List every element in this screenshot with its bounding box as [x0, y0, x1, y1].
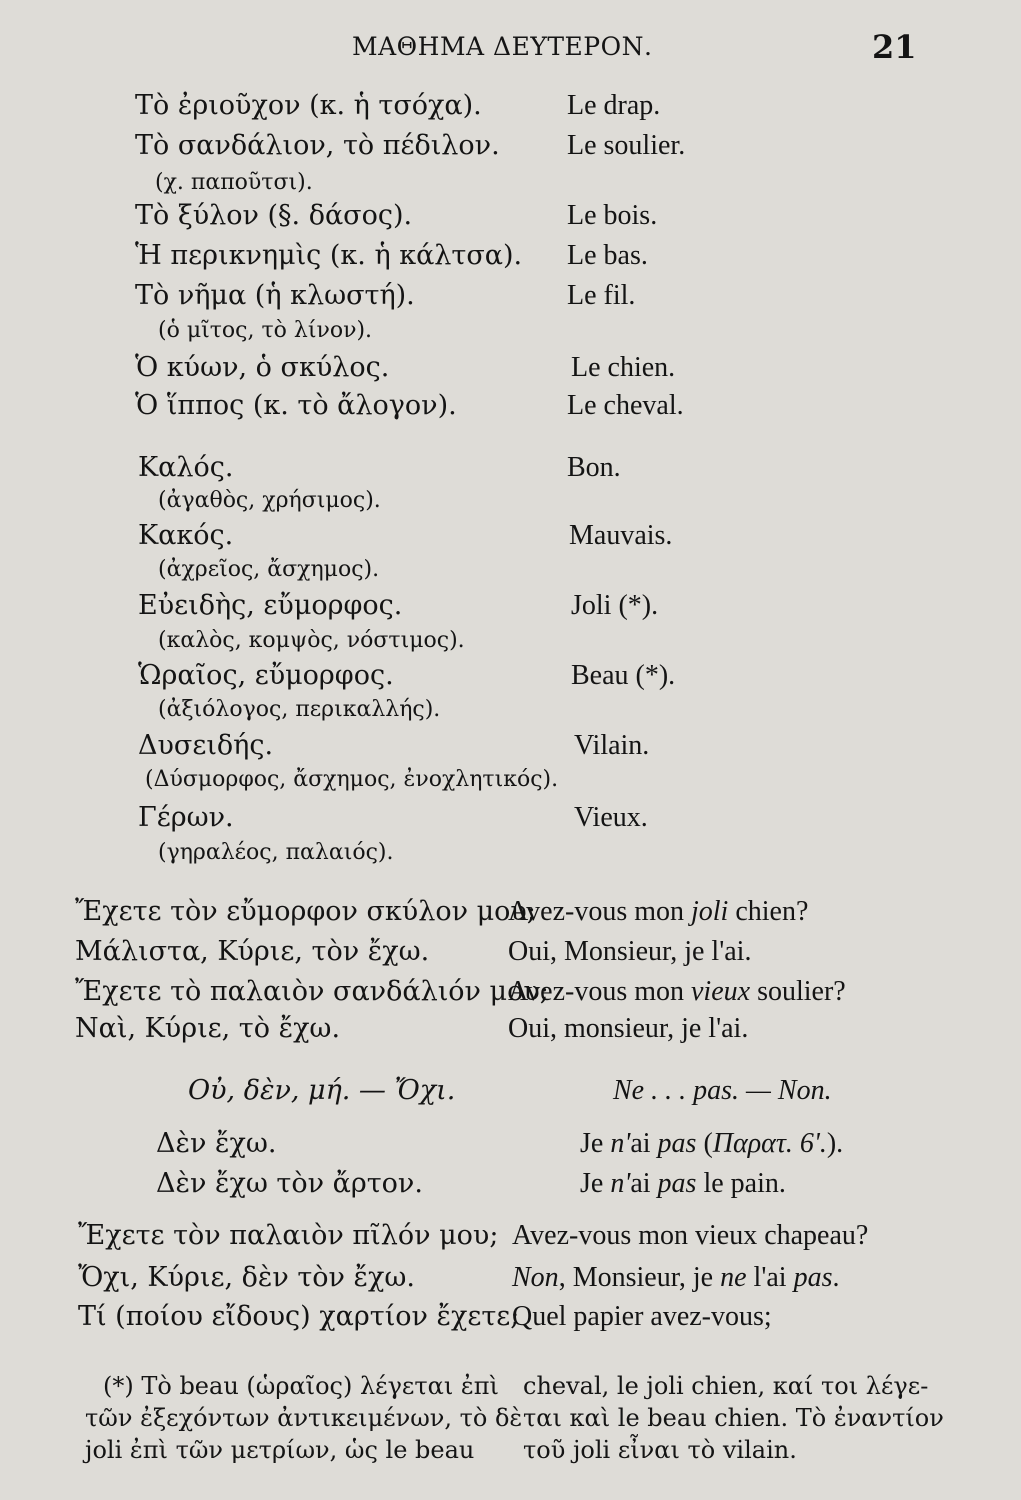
french-term: Beau (*).: [571, 660, 676, 691]
negation-heading: [0, 1075, 1021, 1115]
french-term: Le drap.: [567, 90, 661, 121]
greek-sentence: Ἔχετε τὸν εὔμορφον σκύλον μου;: [75, 896, 536, 927]
french-term: Le cheval.: [567, 390, 684, 421]
footnote-line-left: joli ἐπὶ τῶν μετρίων, ὡς le beau: [85, 1436, 475, 1464]
french-sentence: Avez-vous mon joli chien?: [508, 896, 809, 927]
french-term: Vilain.: [574, 730, 650, 761]
greek-sentence: Ἔχετε τὸ παλαιὸν σανδάλιόν μου;: [75, 976, 549, 1007]
footnote-line-left: τῶν ἐξεχόντων ἀντικειμένων, τὸ δὲ: [85, 1404, 523, 1432]
dialogue-line: [0, 1013, 1021, 1053]
greek-term: Τὸ σανδάλιον, τὸ πέδιλον.: [135, 130, 500, 161]
greek-sentence: Μάλιστα, Κύριε, τὸν ἔχω.: [75, 936, 430, 967]
footnote-line-right: τοῦ joli εἶναι τὸ vilain.: [523, 1436, 797, 1464]
greek-term: Τὸ ἐριοῦχον (κ. ἡ τσόχα).: [135, 90, 482, 121]
vocab-row: [0, 130, 1021, 170]
greek-term: Γέρων.: [138, 802, 234, 833]
greek-synonyms-note: (ἀξιόλογος, περικαλλής).: [158, 697, 441, 722]
vocab-row: [0, 730, 1021, 770]
footnote-line-right: cheval, le joli chien, καί τοι λέγε-: [523, 1372, 929, 1400]
greek-term: Καλός.: [138, 452, 234, 483]
greek-sentence: Ὄχι, Κύριε, δὲν τὸν ἔχω.: [78, 1262, 415, 1293]
greek-synonyms-note: (ὁ μῖτος, τὸ λίνον).: [158, 318, 373, 343]
french-term: Le bois.: [567, 200, 658, 231]
french-sentence: Je n'ai pas le pain.: [580, 1168, 786, 1199]
greek-synonyms-note: (καλὸς, κομψὸς, νόστιμος).: [158, 628, 465, 653]
vocab-row: [0, 520, 1021, 560]
greek-term: Ἡ περικνημὶς (κ. ἡ κάλτσα).: [135, 240, 523, 271]
vocab-row: [0, 240, 1021, 280]
vocab-row: [0, 390, 1021, 430]
page-header: [0, 28, 1021, 68]
greek-synonyms-note: (χ. παποῦτσι).: [155, 170, 313, 195]
vocab-row: [0, 352, 1021, 392]
page-number: 21: [872, 28, 917, 66]
dialogue-line: [0, 936, 1021, 976]
greek-synonyms-note: (γηραλέος, παλαιός).: [158, 840, 394, 865]
vocab-row: [0, 660, 1021, 700]
vocab-row: [0, 90, 1021, 130]
vocab-row: [0, 452, 1021, 492]
greek-sentence: Ναὶ, Κύριε, τὸ ἔχω.: [75, 1013, 341, 1044]
greek-synonyms-note: (Δύσμορφος, ἄσχημος, ἐνοχλητικός).: [145, 767, 559, 792]
vocab-row: [0, 280, 1021, 320]
vocab-row: [0, 802, 1021, 842]
dialogue-line: [0, 1301, 1021, 1341]
french-term: Le soulier.: [567, 130, 686, 161]
greek-term: Τὸ ξύλον (§. δάσος).: [135, 200, 413, 231]
dialogue-line: [0, 976, 1021, 1016]
french-sentence: Avez-vous mon vieux chapeau?: [512, 1220, 869, 1251]
greek-sentence: Δὲν ἔχω.: [156, 1128, 277, 1159]
dialogue-line: [0, 1220, 1021, 1260]
greek-term: Ὁ κύων, ὁ σκύλος.: [135, 352, 390, 383]
greek-term: Δυσειδής.: [138, 730, 274, 761]
dialogue-line: [0, 1262, 1021, 1302]
french-term: Vieux.: [574, 802, 648, 833]
greek-term: Τὸ νῆμα (ἡ κλωστή).: [135, 280, 415, 311]
french-term: Le bas.: [567, 240, 648, 271]
french-sentence: Quel papier avez-vous;: [512, 1301, 772, 1332]
footnote-line-left: (*) Τὸ beau (ὡραῖος) λέγεται ἐπὶ: [103, 1372, 499, 1400]
french-term: Le chien.: [571, 352, 676, 383]
greek-term: Κακός.: [138, 520, 234, 551]
greek-synonyms-note: (ἀγαθὸς, χρήσιμος).: [158, 488, 381, 513]
dialogue-line: [0, 896, 1021, 936]
greek-synonyms-note: (ἀχρεῖος, ἄσχημος).: [158, 557, 380, 582]
vocab-note-row: [0, 767, 1021, 807]
footnote-line-right: ται καὶ le beau chien. Τὸ ἐναντίον: [523, 1404, 944, 1432]
greek-sentence: Ἔχετε τὸν παλαιὸν πῖλόν μου;: [78, 1220, 499, 1251]
lesson-title: ΜΑΘΗΜΑ ΔΕΥΤΕΡΟΝ.: [352, 32, 653, 61]
french-term: Joli (*).: [571, 590, 659, 621]
french-term: Le fil.: [567, 280, 636, 311]
vocab-note-row: [0, 840, 1021, 880]
negation-example: [0, 1168, 1021, 1208]
french-term: Bon.: [567, 452, 621, 483]
french-term: Mauvais.: [569, 520, 673, 551]
french-heading: Ne . . . pas. — Non.: [613, 1075, 832, 1106]
greek-term: Ὁ ἵππος (κ. τὸ ἄλογον).: [135, 390, 457, 421]
greek-term: Ὡραῖος, εὔμορφος.: [138, 660, 394, 691]
greek-heading: Οὐ, δὲν, μή. — Ὄχι.: [188, 1075, 456, 1106]
negation-example: [0, 1128, 1021, 1168]
french-sentence: Non, Monsieur, je ne l'ai pas.: [512, 1262, 840, 1293]
vocab-row: [0, 200, 1021, 240]
vocab-row: [0, 590, 1021, 630]
greek-sentence: Δὲν ἔχω τὸν ἄρτον.: [156, 1168, 423, 1199]
french-sentence: Avez-vous mon vieux soulier?: [508, 976, 846, 1007]
french-sentence: Oui, Monsieur, je l'ai.: [508, 936, 752, 967]
french-sentence: Je n'ai pas (Παρατ. 6'.).: [580, 1128, 844, 1159]
french-sentence: Oui, monsieur, je l'ai.: [508, 1013, 749, 1044]
greek-term: Εὐειδὴς, εὔμορφος.: [138, 590, 403, 621]
greek-sentence: Τί (ποίου εἴδους) χαρτίον ἔχετε;: [78, 1301, 520, 1332]
